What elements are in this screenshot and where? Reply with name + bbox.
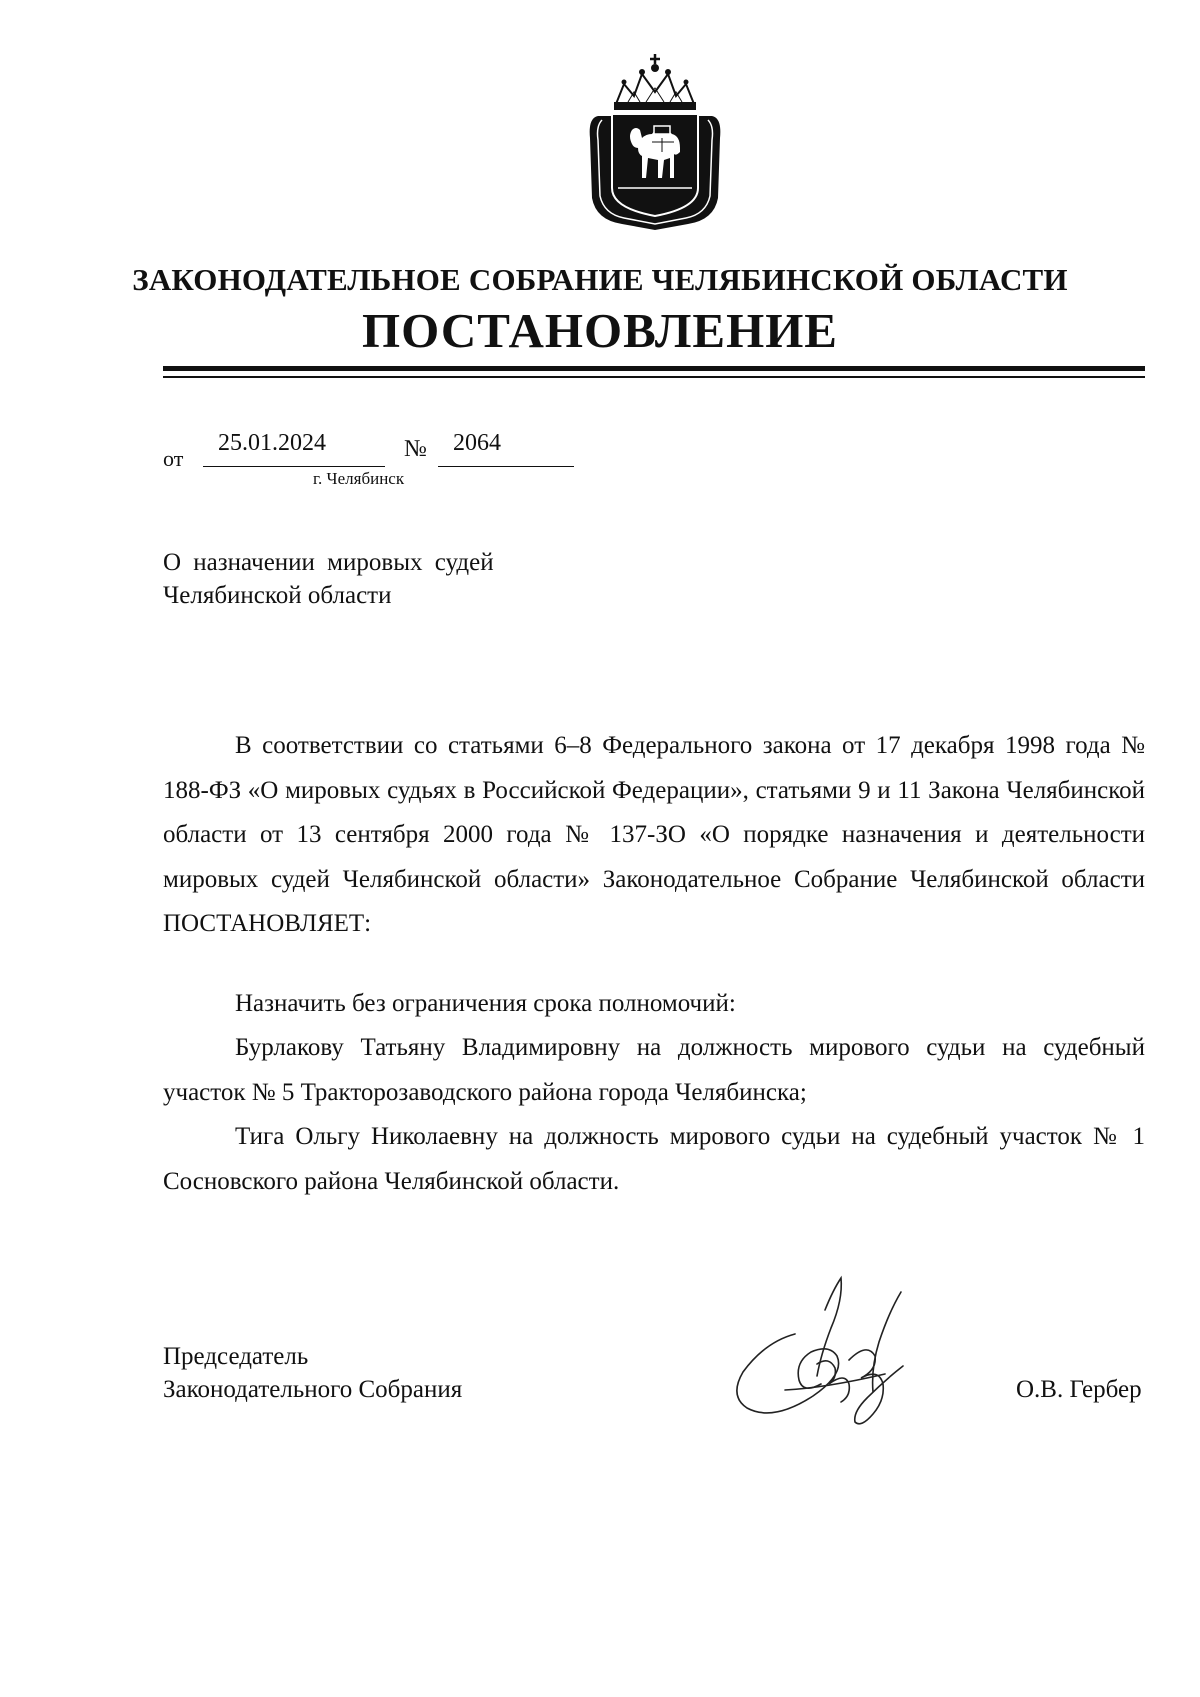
header-rule-thin [163,376,1145,378]
city: г. Челябинск [313,469,405,488]
document-body [163,724,1145,1204]
document-number: 2064 [453,430,501,456]
signatory-title-line-2: Законодательного Собрания [163,1376,463,1403]
subject-line-2: Челябинской области [163,582,392,609]
signatory-name: О.В. Гербер [1016,1376,1142,1403]
organization-name: ЗАКОНОДАТЕЛЬНОЕ СОБРАНИЕ ЧЕЛЯБИНСКОЙ ОБЛАСТИ [132,262,1068,297]
chelyabinsk-coat-of-arms-icon [582,48,728,232]
document-type: ПОСТАНОВЛЕНИЕ [362,303,838,358]
signatory-title [163,1340,462,1406]
appointee-paragraph: Тига Ольгу Николаевну на должность мирового судьи на судебный участок № 1 Сосновского района Челябинской области. [163,1123,1145,1195]
header-rule-thick [163,366,1145,371]
document-subject [163,546,494,612]
signatory-title-line-1: Председатель [163,1343,309,1370]
number-prefix: № [404,436,427,462]
appointee-paragraph: Бурлакову Татьяну Владимировну на должность мирового судьи на судебный участок № 5 Тракторозаводского района города Челябинска; [163,1034,1145,1106]
subject-line-1: О назначении мировых судей [163,549,494,576]
date-prefix: от [163,446,184,471]
handwritten-signature-icon [725,1272,957,1444]
preamble-paragraph: В соответствии со статьями 6–8 Федерального закона от 17 декабря 1998 года № 188-ФЗ «О мировых судьях в Российской Федерации», статьями 9 и 11 Закона Челябинской области от 13 сентября 2000 года № 137-ЗО «О порядке назначения и деятельности мировых судей Челябинской области» Законодательное Собрание Челябинской области ПОСТАНОВЛЯЕТ: [163,732,1145,937]
document-date: 25.01.2024 [218,430,326,456]
date-underline [203,466,385,467]
number-underline [438,466,574,467]
decision-paragraph: Назначить без ограничения срока полномочий: [235,989,736,1017]
